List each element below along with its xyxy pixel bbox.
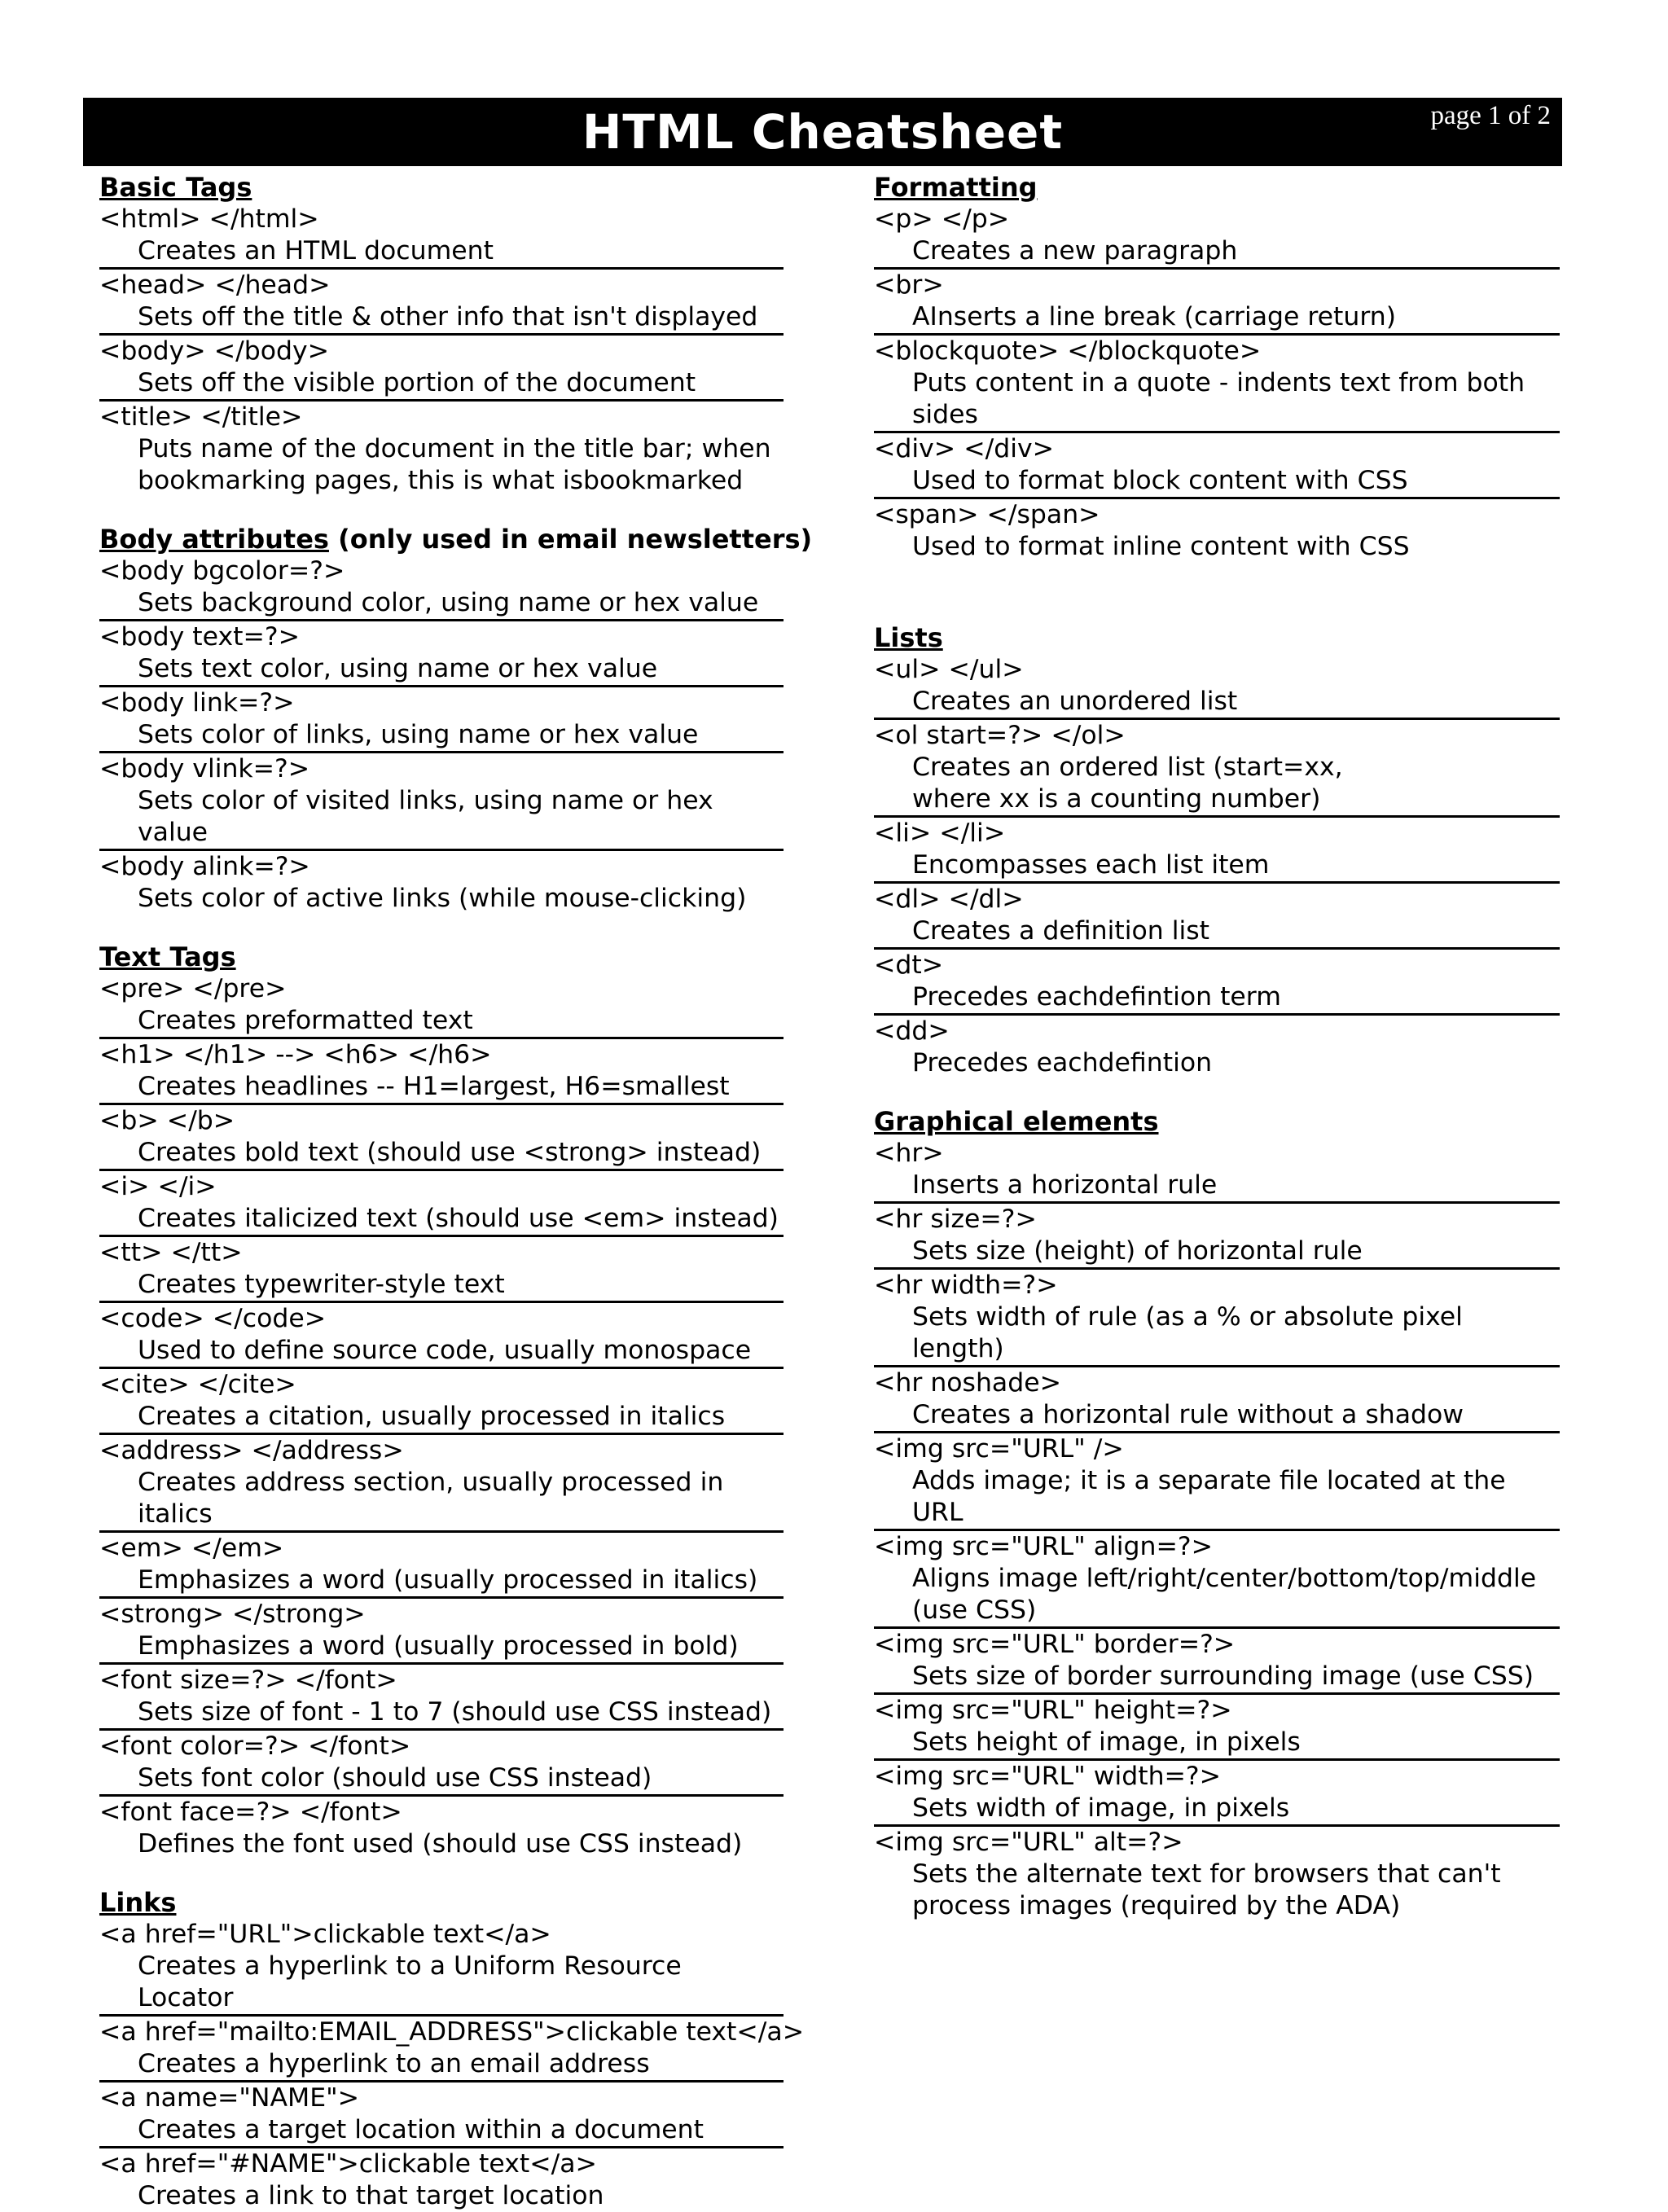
entry-tag: <ol start=?> </ol> xyxy=(874,721,1126,750)
cheatsheet-entry xyxy=(99,621,784,687)
section-heading: Body attributes xyxy=(99,524,329,555)
entry-tag: <h1> </h1> --> <h6> </h6> xyxy=(99,1040,492,1069)
entry-description: Creates typewriter-style text xyxy=(138,1270,505,1299)
entry-tag: <strong> </strong> xyxy=(99,1600,366,1629)
entry-tag: <img src="URL" border=?> xyxy=(874,1630,1236,1659)
entry-tag: <hr noshade> xyxy=(874,1368,1062,1398)
entry-tag: <cite> </cite> xyxy=(99,1370,296,1399)
entry-description: Inserts a horizontal rule xyxy=(912,1170,1218,1200)
cheatsheet-entry xyxy=(99,555,784,621)
cheatsheet-entry xyxy=(874,1270,1560,1367)
entry-tag: <b> </b> xyxy=(99,1106,235,1135)
entry-tag: <blockquote> </blockquote> xyxy=(874,336,1262,366)
entry-tag: <ul> </ul> xyxy=(874,655,1024,684)
cheatsheet-entry xyxy=(874,720,1560,818)
cheatsheet-entry xyxy=(99,270,784,336)
section-basic-tags xyxy=(99,172,784,497)
section-heading: Formatting xyxy=(874,172,1038,203)
entry-description: Creates a citation, usually processed in italics xyxy=(138,1402,726,1431)
entry-description: Sets text color, using name or hex value xyxy=(138,654,658,683)
entry-description: AInserts a line break (carriage return) xyxy=(912,302,1396,331)
entry-tag: <img src="URL" alt=?> xyxy=(874,1828,1183,1857)
entry-tag: <i> </i> xyxy=(99,1172,217,1201)
cheatsheet-entry xyxy=(99,402,784,497)
cheatsheet-entry xyxy=(874,818,1560,884)
entry-tag: <img src="URL" height=?> xyxy=(874,1696,1232,1725)
entry-tag: <a href="mailto:EMAIL_ADDRESS">clickable text</a> xyxy=(99,2017,805,2047)
cheatsheet-entry xyxy=(874,1016,1560,1079)
right-column xyxy=(874,172,1560,1922)
cheatsheet-entry xyxy=(99,1731,784,1797)
cheatsheet-entry xyxy=(874,433,1560,499)
section-title xyxy=(99,172,784,204)
section-formatting xyxy=(874,172,1560,563)
entry-tag: <body text=?> xyxy=(99,622,300,652)
page-title: HTML Cheatsheet xyxy=(582,104,1064,160)
entry-description: Creates a definition list xyxy=(912,916,1209,946)
cheatsheet-entry xyxy=(99,2083,784,2148)
entry-description: Adds image; it is a separate file located at the URL xyxy=(912,1466,1506,1527)
entry-tag: <body link=?> xyxy=(99,688,295,718)
cheatsheet-entry xyxy=(99,1369,784,1435)
entry-description: Creates preformatted text xyxy=(138,1006,473,1035)
header-bar xyxy=(83,98,1562,166)
entry-tag: <pre> </pre> xyxy=(99,974,287,1003)
section-title xyxy=(99,1887,784,1919)
cheatsheet-entry xyxy=(99,204,784,270)
section-body-attributes xyxy=(99,524,813,915)
entry-tag: <div> </div> xyxy=(874,434,1054,463)
entry-description: Creates a new paragraph xyxy=(912,236,1238,266)
entry-description: Creates headlines -- H1=largest, H6=smallest xyxy=(138,1072,730,1101)
cheatsheet-entry xyxy=(99,1105,784,1171)
cheatsheet-entry xyxy=(99,973,784,1039)
cheatsheet-entry xyxy=(874,1629,1560,1695)
entry-tag: <head> </head> xyxy=(99,270,331,300)
section-spacer xyxy=(99,1860,784,1887)
section-title xyxy=(874,1106,1560,1138)
entry-description: Creates a hyperlink to an email address xyxy=(138,2049,650,2078)
entry-tag: <em> </em> xyxy=(99,1534,284,1563)
section-heading: Text Tags xyxy=(99,941,236,972)
cheatsheet-entry xyxy=(874,1204,1560,1270)
entry-tag: <hr width=?> xyxy=(874,1271,1058,1300)
cheatsheet-entry xyxy=(874,204,1560,270)
entry-tag: <dd> xyxy=(874,1016,950,1046)
entry-tag: <font face=?> </font> xyxy=(99,1797,402,1827)
section-spacer xyxy=(874,1079,1560,1106)
entry-tag: <body vlink=?> xyxy=(99,754,310,783)
entry-description: Used to format block content with CSS xyxy=(912,466,1408,495)
section-title xyxy=(99,524,813,555)
section-heading: Links xyxy=(99,1887,177,1918)
entry-tag: <dt> xyxy=(874,950,944,980)
entry-tag: <body alink=?> xyxy=(99,852,310,881)
entry-tag: <img src="URL" width=?> xyxy=(874,1762,1222,1791)
cheatsheet-entry xyxy=(99,336,784,402)
entry-tag: <code> </code> xyxy=(99,1304,327,1333)
cheatsheet-entry xyxy=(99,2017,805,2083)
cheatsheet-entry xyxy=(99,1665,784,1731)
section-links xyxy=(99,1887,805,2212)
entry-description: Sets the alternate text for browsers that can't process images (required by the ADA) xyxy=(912,1859,1501,1920)
entry-tag: <br> xyxy=(874,270,944,300)
entry-description: Sets background color, using name or hex value xyxy=(138,588,759,617)
entry-tag: <tt> </tt> xyxy=(99,1238,243,1267)
left-column xyxy=(99,172,813,2212)
entry-description: Used to format inline content with CSS xyxy=(912,532,1410,561)
entry-description: Sets size of border surrounding image (use CSS) xyxy=(912,1661,1534,1691)
entry-tag: <title> </title> xyxy=(99,402,303,432)
entry-description: Sets color of visited links, using name or hex value xyxy=(138,786,713,847)
entry-description: Sets width of image, in pixels xyxy=(912,1793,1290,1823)
section-title xyxy=(874,172,1560,204)
cheatsheet-entry xyxy=(99,1533,784,1599)
cheatsheet-entry xyxy=(874,1827,1560,1922)
entry-tag: <hr size=?> xyxy=(874,1205,1037,1234)
entry-description: Precedes eachdefintion xyxy=(912,1048,1213,1077)
cheatsheet-entry xyxy=(874,1695,1560,1761)
entry-description: Aligns image left/right/center/bottom/top/middle (use CSS) xyxy=(912,1564,1537,1625)
entry-description: Puts content in a quote - indents text from both sides xyxy=(912,368,1525,429)
section-text-tags xyxy=(99,941,784,1860)
section-heading: Lists xyxy=(874,622,943,653)
entry-description: Defines the font used (should use CSS instead) xyxy=(138,1829,743,1859)
entry-description: Sets font color (should use CSS instead) xyxy=(138,1763,652,1793)
entry-tag: <hr> xyxy=(874,1139,944,1168)
section-heading: Graphical elements xyxy=(874,1106,1159,1137)
entry-description: Sets width of rule (as a % or absolute pixel length) xyxy=(912,1302,1463,1363)
entry-tag: <img src="URL" /> xyxy=(874,1434,1124,1464)
entry-description: Creates a hyperlink to a Uniform Resource Locator xyxy=(138,1951,682,2012)
entry-description: Creates a target location within a document xyxy=(138,2115,704,2144)
entry-tag: <a name="NAME"> xyxy=(99,2083,359,2113)
entry-tag: <li> </li> xyxy=(874,819,1006,848)
section-graphical-elements xyxy=(874,1106,1560,1922)
cheatsheet-entry xyxy=(99,1237,784,1303)
cheatsheet-entry xyxy=(874,1761,1560,1827)
cheatsheet-entry xyxy=(99,851,784,915)
section-title xyxy=(874,622,1560,654)
section-heading: Basic Tags xyxy=(99,172,252,203)
entry-tag: <body bgcolor=?> xyxy=(99,556,345,586)
entry-description: Sets color of links, using name or hex value xyxy=(138,720,699,749)
cheatsheet-entry xyxy=(874,1367,1560,1433)
cheatsheet-entry xyxy=(874,1433,1560,1531)
section-lists xyxy=(874,622,1560,1079)
page-number: page 1 of 2 xyxy=(1430,101,1551,130)
cheatsheet-entry xyxy=(874,270,1560,336)
entry-description: Used to define source code, usually monospace xyxy=(138,1336,752,1365)
cheatsheet-entry xyxy=(874,1138,1560,1204)
section-spacer xyxy=(874,563,1560,622)
section-spacer xyxy=(99,497,784,524)
entry-description: Puts name of the document in the title bar; when bookmarking pages, this is what isbookmarked xyxy=(138,434,771,495)
entry-tag: <font size=?> </font> xyxy=(99,1666,397,1695)
section-spacer xyxy=(99,915,784,941)
entry-description: Precedes eachdefintion term xyxy=(912,982,1281,1012)
entry-description: Creates a horizontal rule without a shadow xyxy=(912,1400,1464,1429)
entry-description: Creates an HTML document xyxy=(138,236,494,266)
entry-tag: <p> </p> xyxy=(874,204,1010,234)
entry-description: Encompasses each list item xyxy=(912,850,1270,880)
entry-description: Creates address section, usually processed in italics xyxy=(138,1468,724,1529)
entry-tag: <font color=?> </font> xyxy=(99,1731,411,1761)
cheatsheet-entry xyxy=(874,950,1560,1016)
cheatsheet-entry xyxy=(99,1599,784,1665)
entry-description: Sets off the visible portion of the document xyxy=(138,368,696,397)
cheatsheet-entry xyxy=(99,687,784,753)
entry-description: Emphasizes a word (usually processed in bold) xyxy=(138,1631,739,1661)
cheatsheet-entry xyxy=(99,1171,784,1237)
entry-tag: <body> </body> xyxy=(99,336,330,366)
entry-tag: <a href="#NAME">clickable text</a> xyxy=(99,2149,597,2179)
entry-tag: <span> </span> xyxy=(874,500,1100,529)
entry-description: Creates bold text (should use <strong> instead) xyxy=(138,1138,762,1167)
entry-tag: <img src="URL" align=?> xyxy=(874,1532,1213,1561)
cheatsheet-entry xyxy=(874,336,1560,433)
cheatsheet-entry xyxy=(874,1531,1560,1629)
entry-description: Sets off the title & other info that isn't displayed xyxy=(138,302,758,331)
cheatsheet-entry xyxy=(99,1303,784,1369)
cheatsheet-entry xyxy=(874,654,1560,720)
entry-description: Sets color of active links (while mouse-clicking) xyxy=(138,884,747,913)
entry-description: Sets size of font - 1 to 7 (should use CSS instead) xyxy=(138,1697,772,1727)
entry-tag: <dl> </dl> xyxy=(874,884,1024,914)
entry-description: Sets height of image, in pixels xyxy=(912,1727,1301,1757)
cheatsheet-entry xyxy=(99,1797,784,1860)
cheatsheet-entry xyxy=(99,1039,784,1105)
cheatsheet-entry xyxy=(874,499,1560,563)
cheatsheet-entry xyxy=(874,884,1560,950)
entry-description: Creates italicized text (should use <em> instead) xyxy=(138,1204,779,1233)
section-title xyxy=(99,941,784,973)
entry-description: Sets size (height) of horizontal rule xyxy=(912,1236,1363,1266)
cheatsheet-entry xyxy=(99,753,784,851)
cheatsheet-entry xyxy=(99,1919,784,2017)
entry-description: Emphasizes a word (usually processed in italics) xyxy=(138,1565,758,1595)
entry-description: Creates an ordered list (start=xx, where xx is a counting number) xyxy=(912,753,1343,814)
entry-description: Creates a link to that target location xyxy=(138,2181,604,2210)
section-heading-note: (only used in email newsletters) xyxy=(328,524,813,555)
entry-description: Creates an unordered list xyxy=(912,687,1238,716)
entry-tag: <address> </address> xyxy=(99,1436,404,1465)
entry-tag: <a href="URL">clickable text</a> xyxy=(99,1920,551,1949)
entry-tag: <html> </html> xyxy=(99,204,319,234)
cheatsheet-entry xyxy=(99,1435,784,1533)
